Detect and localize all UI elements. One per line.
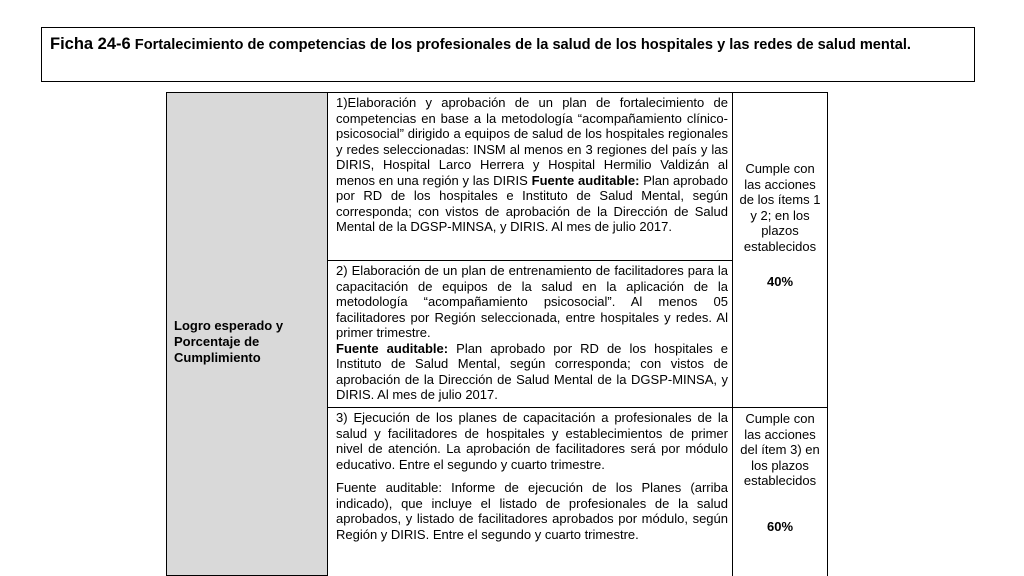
compliance-cell-1 xyxy=(733,92,828,407)
compliance-1-text: Cumple con las acciones de los ítems 1 y 2; en los plazos establecidos xyxy=(739,161,821,254)
item-1-description: 1)Elaboración y aprobación de un plan de fortalecimiento de competencias en base a la metodología “acompañamiento clínico-psicosocial” dirigido a equipos de salud de los hospitales regionales y redes seleccionadas: INSM al menos en 3 regiones del país y las DIRIS, Hospital Larco Herrera y Hospital Hermilio Valdizán al menos en una región y las DIRIS xyxy=(336,95,728,188)
item-1-source-text: Plan aprobado por RD de los hospitales e Instituto de Salud Mental, según corresponda; con vistos de aprobación de la Dirección de Salud Mental de la DGSP-MINSA, y DIRIS. Al mes de julio 2017. xyxy=(336,172,728,234)
item-2-description: 2) Elaboración de un plan de entrenamiento de facilitadores para la capacitación de equipos de la salud en la aplicación de la metodología “acompañamiento psicosocial”. Al menos 05 facilitadores por Región seleccionada, entre hospitales y redes. Al primer trimestre. xyxy=(336,263,728,340)
label-column xyxy=(166,92,327,576)
title-text: Fortalecimiento de competencias de los profesionales de la salud de los hospitales y las redes de salud mental. xyxy=(130,37,911,53)
title-code: Ficha 24-6 xyxy=(50,35,131,53)
compliance-2-percentage: 60% xyxy=(766,518,794,534)
item-2-cell xyxy=(327,260,733,407)
item-1-text xyxy=(336,95,728,235)
item-1-cell xyxy=(327,92,733,260)
document-title xyxy=(41,27,975,82)
item-3-source: Fuente auditable: Informe de ejecución de los Planes (arriba indicado), que incluye el listado de profesionales de la salud aprobados, y listado de facilitadores aprobados por módulo, según Región y DIRIS. Entre el segundo y cuarto trimestre. xyxy=(336,480,728,542)
item-2-source-text: Plan aprobado por RD de los hospitales e Instituto de Salud Mental, según corresponda; con vistos de aprobación de la Dirección de Salud Mental de la DGSP-MINSA, y DIRIS. Al mes de julio 2017. xyxy=(336,340,728,402)
achievement-table xyxy=(166,92,828,576)
item-1-source-label: Fuente auditable: xyxy=(531,172,640,188)
compliance-1-percentage: 40% xyxy=(766,274,794,289)
row-label: Logro esperado y Porcentaje de Cumplimiento xyxy=(174,318,284,365)
item-2-text xyxy=(336,263,728,403)
item-3-description: 3) Ejecución de los planes de capacitación a profesionales de la salud y facilitadores de hospitales y establecimientos de primer nivel de atención. La aprobación de facilitadores será por módulo educativo. Entre el segundo y cuarto trimestre. xyxy=(336,410,728,472)
compliance-2-text: Cumple con las acciones del ítem 3) en los plazos establecidos xyxy=(740,411,820,488)
item-3-cell xyxy=(327,407,733,576)
compliance-cell-2 xyxy=(733,407,828,576)
item-2-source-label: Fuente auditable: xyxy=(336,340,449,356)
